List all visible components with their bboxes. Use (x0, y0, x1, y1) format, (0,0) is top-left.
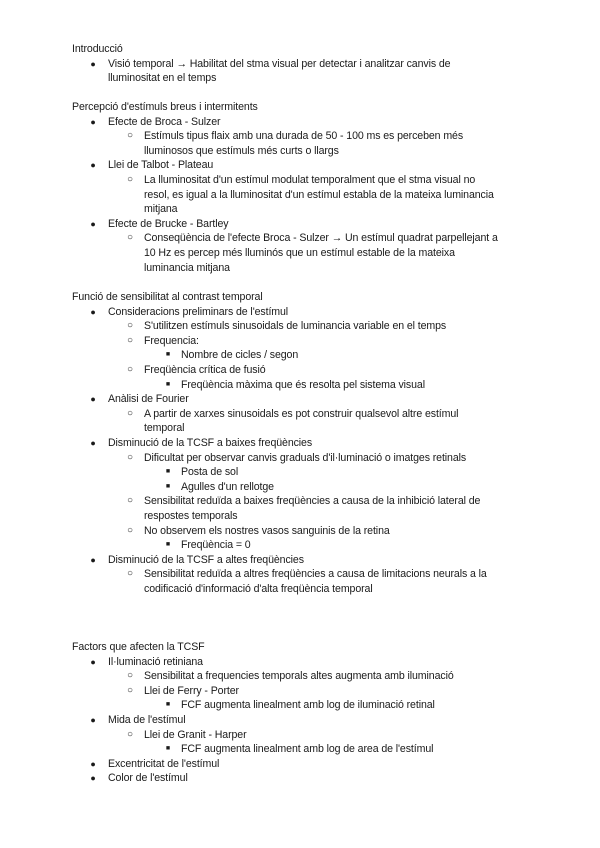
bullet-level1-icon: ● (90, 554, 96, 565)
list-item-text: No observem els nostres vasos sanguinis de la retina (144, 524, 390, 537)
bullet-level1-icon: ● (90, 773, 96, 784)
list-item-text: Disminució de la TCSF a baixes freqüències (108, 437, 313, 449)
bullet-level3-icon: ■ (165, 468, 171, 476)
list-item-text: respostes temporals (144, 510, 238, 522)
bullet-level3-icon: ■ (165, 701, 171, 709)
list-item-text: Estímuls tipus flaix amb una durada de 50 - 100 ms es perceben més (144, 130, 464, 143)
list-item-text: mitjana (144, 203, 178, 216)
list-item-text: Visió temporal → Habilitat del stma visual per detectar i analitzar canvis de (108, 57, 451, 70)
list-item-text: Agulles d'un rellotge (181, 480, 274, 493)
bullet-level2-icon: ○ (127, 495, 133, 507)
list-item-text: Llei de Ferry - Porter (144, 684, 239, 697)
list-item-text: resol, es igual a la lluminositat d'un estímul establa de la mateixa luminancia (144, 188, 494, 201)
list-item-text: A partir de xarxes sinusoidals es pot construir qualsevol altre estímul (144, 407, 459, 420)
bullet-level2-icon: ○ (127, 407, 133, 419)
list-item-text: Posta de sol (181, 466, 239, 479)
list-item-text: Efecte de Brucke - Bartley (108, 217, 229, 230)
bullet-level3-icon: ■ (165, 745, 171, 753)
section-heading: Factors que afecten la TCSF (72, 641, 205, 653)
list-item-text: Freqüència crítica de fusió (144, 364, 266, 376)
list-item-text: Disminució de la TCSF a altes freqüències (108, 553, 304, 566)
list-item-text: La lluminositat d'un estímul modulat temporalment que el stma visual no (144, 174, 476, 186)
bullet-level1-icon: ● (90, 656, 96, 667)
list-item-text: Freqüència = 0 (181, 539, 251, 552)
list-item-text: Frequencia: (144, 334, 199, 347)
list-item-text: Mida de l'estímul (108, 714, 186, 726)
list-item-text: Freqüència màxima que és resolta pel sistema visual (181, 378, 425, 391)
list-item-text: Nombre de cicles / segon (181, 349, 299, 362)
list-item-text: Excentricitat de l'estímul (108, 757, 220, 770)
list-item-text: lluminosos que estímuls més curts o llargs (144, 144, 339, 157)
bullet-level2-icon: ○ (127, 568, 133, 580)
bullet-level1-icon: ● (90, 394, 96, 405)
list-item-text: Anàlisi de Fourier (108, 393, 189, 406)
bullet-level2-icon: ○ (127, 684, 133, 696)
bullet-level1-icon: ● (90, 758, 96, 769)
list-item-text: FCF augmenta linealment amb log de iluminació retinal (181, 699, 435, 712)
bullet-level2-icon: ○ (127, 451, 133, 463)
list-item-text: Sensibilitat reduïda a baixes freqüències a causa de la inhibició lateral de (144, 495, 481, 508)
section-heading: Funció de sensibilitat al contrast temporal (72, 291, 263, 303)
bullet-level2-icon: ○ (127, 174, 133, 185)
bullet-level2-icon: ○ (127, 334, 133, 346)
bullet-level1-icon: ● (90, 116, 96, 127)
section-heading: Introducció (72, 43, 123, 55)
list-item-text: 10 Hz es percep més lluminós que un estímul estable de la mateixa (144, 247, 455, 259)
bullet-level1-icon: ● (90, 715, 96, 725)
bullet-level3-icon: ■ (165, 351, 171, 359)
bullet-level3-icon: ■ (165, 380, 171, 388)
bullet-level2-icon: ○ (127, 364, 133, 375)
list-item-text: Llei de Granit - Harper (144, 728, 247, 741)
bullet-level2-icon: ○ (127, 524, 133, 536)
bullet-level3-icon: ■ (165, 541, 171, 549)
bullet-level2-icon: ○ (127, 232, 133, 244)
list-item-text: Consideracions preliminars de l'estímul (108, 305, 289, 318)
list-item-text: Conseqüència de l'efecte Broca - Sulzer → Un estímul quadrat parpellejant a (144, 232, 498, 245)
bullet-level1-icon: ● (90, 218, 96, 229)
bullet-level1-icon: ● (90, 438, 96, 448)
bullet-level1-icon: ● (90, 160, 96, 171)
bullet-level2-icon: ○ (127, 320, 133, 332)
list-item-text: Efecte de Broca - Sulzer (108, 115, 221, 128)
list-item-text: lluminositat en el temps (108, 72, 217, 85)
list-item-text: Color de l'estímul (108, 772, 188, 785)
section-heading: Percepció d'estímuls breus i intermitents (72, 101, 258, 113)
bullet-level2-icon: ○ (127, 130, 133, 142)
list-item-text: FCF augmenta linealment amb log de area de l'estímul (181, 743, 434, 756)
bullet-level3-icon: ■ (165, 482, 171, 490)
list-item-text: Il·luminació retiniana (108, 655, 203, 668)
list-item-text: Sensibilitat reduïda a altres freqüències a causa de limitacions neurals a la (144, 568, 487, 581)
list-item-text: Sensibilitat a frequencies temporals altes augmenta amb iluminació (144, 670, 454, 683)
bullet-level2-icon: ○ (127, 728, 133, 740)
bullet-level1-icon: ● (90, 58, 96, 69)
bullet-level2-icon: ○ (127, 670, 133, 682)
list-item-text: S'utilitzen estímuls sinusoidals de luminancia variable en el temps (144, 320, 447, 333)
list-item-text: Dificultat per observar canvis graduals d'il·luminació o imatges retinals (144, 451, 467, 464)
list-item-text: Llei de Talbot - Plateau (108, 159, 214, 172)
bullet-level1-icon: ● (90, 306, 96, 317)
list-item-text: luminancia mitjana (144, 261, 230, 274)
list-item-text: codificació d'informació d'alta freqüència temporal (144, 583, 373, 595)
list-item-text: temporal (144, 422, 185, 435)
